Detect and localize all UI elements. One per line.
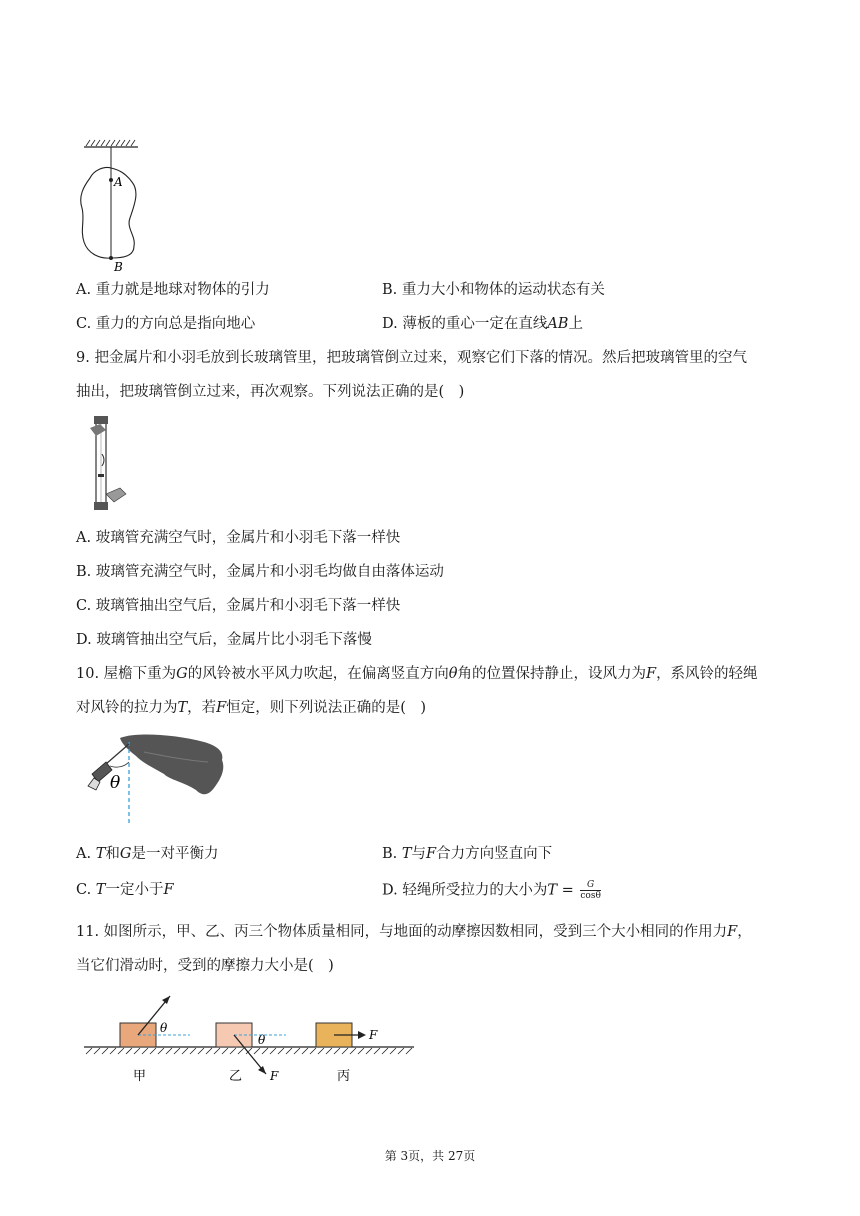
fraction-numerator: G [580, 880, 601, 891]
q10-oa-T: T [95, 846, 106, 862]
q9-option-c: C. 玻璃管抽出空气后，金属片和小羽毛下落一样快 [76, 598, 401, 614]
q10-oa-pre: A. [76, 846, 96, 862]
q10-ob-post: 合力方向竖直向下 [436, 846, 553, 862]
q10-s1-theta: θ [448, 666, 458, 682]
q9-stem-line1: 9. 把金属片和小羽毛放到长玻璃管里，把玻璃管倒立过来，观察它们下落的情况。然后把玻璃管里的空气 [76, 350, 747, 366]
q10-oa-post: 是一对平衡力 [131, 846, 219, 862]
q10-ob-F: F [426, 846, 437, 862]
q10-stem-line1 [76, 664, 758, 684]
bing-force-label: F [369, 1028, 378, 1042]
q11-stem-line2: 当它们滑动时，受到的摩擦力大小是( ) [76, 958, 334, 974]
q9-option-a: A. 玻璃管充满空气时，金属片和小羽毛下落一样快 [76, 530, 401, 546]
q10-od-pre: D. 轻绳所受拉力的大小为 [382, 882, 548, 899]
point-a [109, 178, 113, 182]
q9-option-d: D. 玻璃管抽出空气后，金属片比小羽毛下落慢 [76, 632, 372, 648]
q10-oc-pre: C. [76, 882, 96, 898]
q9-option-b: B. 玻璃管充满空气时，金属片和小羽毛均做自由落体运动 [76, 564, 444, 580]
plate-outline [81, 167, 136, 258]
q8-option-d-var: AB [547, 316, 569, 332]
bing-arrowhead [358, 1031, 366, 1039]
q10-option-a [76, 844, 218, 864]
q10-oa-G: G [119, 846, 132, 862]
q10-oc-F: F [163, 882, 174, 898]
q10-option-b [382, 844, 552, 864]
q8-option-d [382, 314, 583, 334]
q10-oc-T: T [95, 882, 106, 898]
q10-ob-T: T [401, 846, 412, 862]
q10-s2c: 恒定，则下列说法正确的是( ) [226, 700, 427, 716]
page-footer: 第 3页，共 27页 [384, 1149, 476, 1163]
q10-oc-mid: 一定小于 [105, 882, 164, 898]
q10-option-c [76, 880, 174, 900]
tube-cap-bottom [94, 502, 108, 510]
q9-stem-line2: 抽出，把玻璃管倒立过来，再次观察。下列说法正确的是( ) [76, 384, 465, 400]
q10-s2b: ，若 [187, 700, 217, 716]
q10-s2-F: F [216, 700, 227, 716]
yi-theta: θ [258, 1033, 266, 1047]
q8-option-d-text: D. 薄板的重心一定在直线 [382, 316, 548, 332]
q11-figure-blocks [80, 988, 420, 1090]
q10-s1d: ，系风铃的轻绳 [656, 666, 758, 682]
feather [102, 454, 104, 466]
q10-ob-mid: 与 [411, 846, 427, 862]
q10-s2-T: T [177, 700, 188, 716]
q10-ob-pre: B. [382, 846, 402, 862]
yi-arrowhead [258, 1066, 266, 1074]
label-jia: 甲 [133, 1069, 147, 1084]
q8-figure-hanging-plate [76, 138, 146, 278]
label-b: B [114, 260, 123, 274]
jia-arrowhead [162, 996, 170, 1004]
rope-line [106, 744, 129, 764]
eave-shape [120, 735, 223, 795]
q10-od-fraction [580, 880, 601, 901]
q9-figure-glass-tube [86, 414, 132, 514]
label-yi: 乙 [229, 1069, 243, 1084]
q8-option-d-end: 上 [568, 316, 583, 332]
q8-option-b: B. 重力大小和物体的运动状态有关 [382, 282, 605, 298]
point-b [109, 256, 113, 260]
q11-s1-end: ， [737, 924, 752, 940]
jia-theta: θ [160, 1021, 168, 1035]
q8-option-c: C. 重力的方向总是指向地心 [76, 316, 256, 332]
tube-cap-top [94, 416, 108, 424]
metal-piece [98, 474, 104, 477]
q10-stem-line2 [76, 698, 426, 718]
q11-s1: 11. 如图所示，甲、乙、丙三个物体质量相同，与地面的动摩擦因数相同，受到三个大小相同的作用力 [76, 924, 728, 940]
q8-option-a: A. 重力就是地球对物体的引力 [76, 282, 270, 298]
q10-s1c: 角的位置保持静止，设风力为 [457, 666, 646, 682]
label-bing: 丙 [337, 1069, 351, 1084]
q10-s1a: 10. 屋檐下重为 [76, 666, 177, 682]
q11-stem-line1 [76, 922, 752, 942]
theta-label: θ [110, 773, 121, 793]
hand-top [90, 424, 106, 436]
q10-s1-F: F [646, 666, 657, 682]
q10-figure-wind-chime [84, 730, 230, 830]
q10-od-T: T [547, 882, 557, 899]
q10-oa-mid: 和 [105, 846, 120, 862]
q11-s1-F: F [727, 924, 738, 940]
q10-option-d [382, 880, 601, 901]
hand-bottom [106, 488, 126, 502]
label-a: A [114, 175, 123, 189]
q10-s2a: 对风铃的拉力为 [76, 700, 178, 716]
q10-od-eq: = [557, 882, 579, 899]
fraction-denominator: cosθ [580, 891, 601, 901]
q10-s1-G: G [176, 666, 188, 682]
angle-arc [110, 762, 129, 767]
q10-s1b: 的风铃被水平风力吹起，在偏离竖直方向 [187, 666, 449, 682]
ceiling-hatch [86, 140, 135, 146]
yi-force-label: F [270, 1069, 279, 1083]
